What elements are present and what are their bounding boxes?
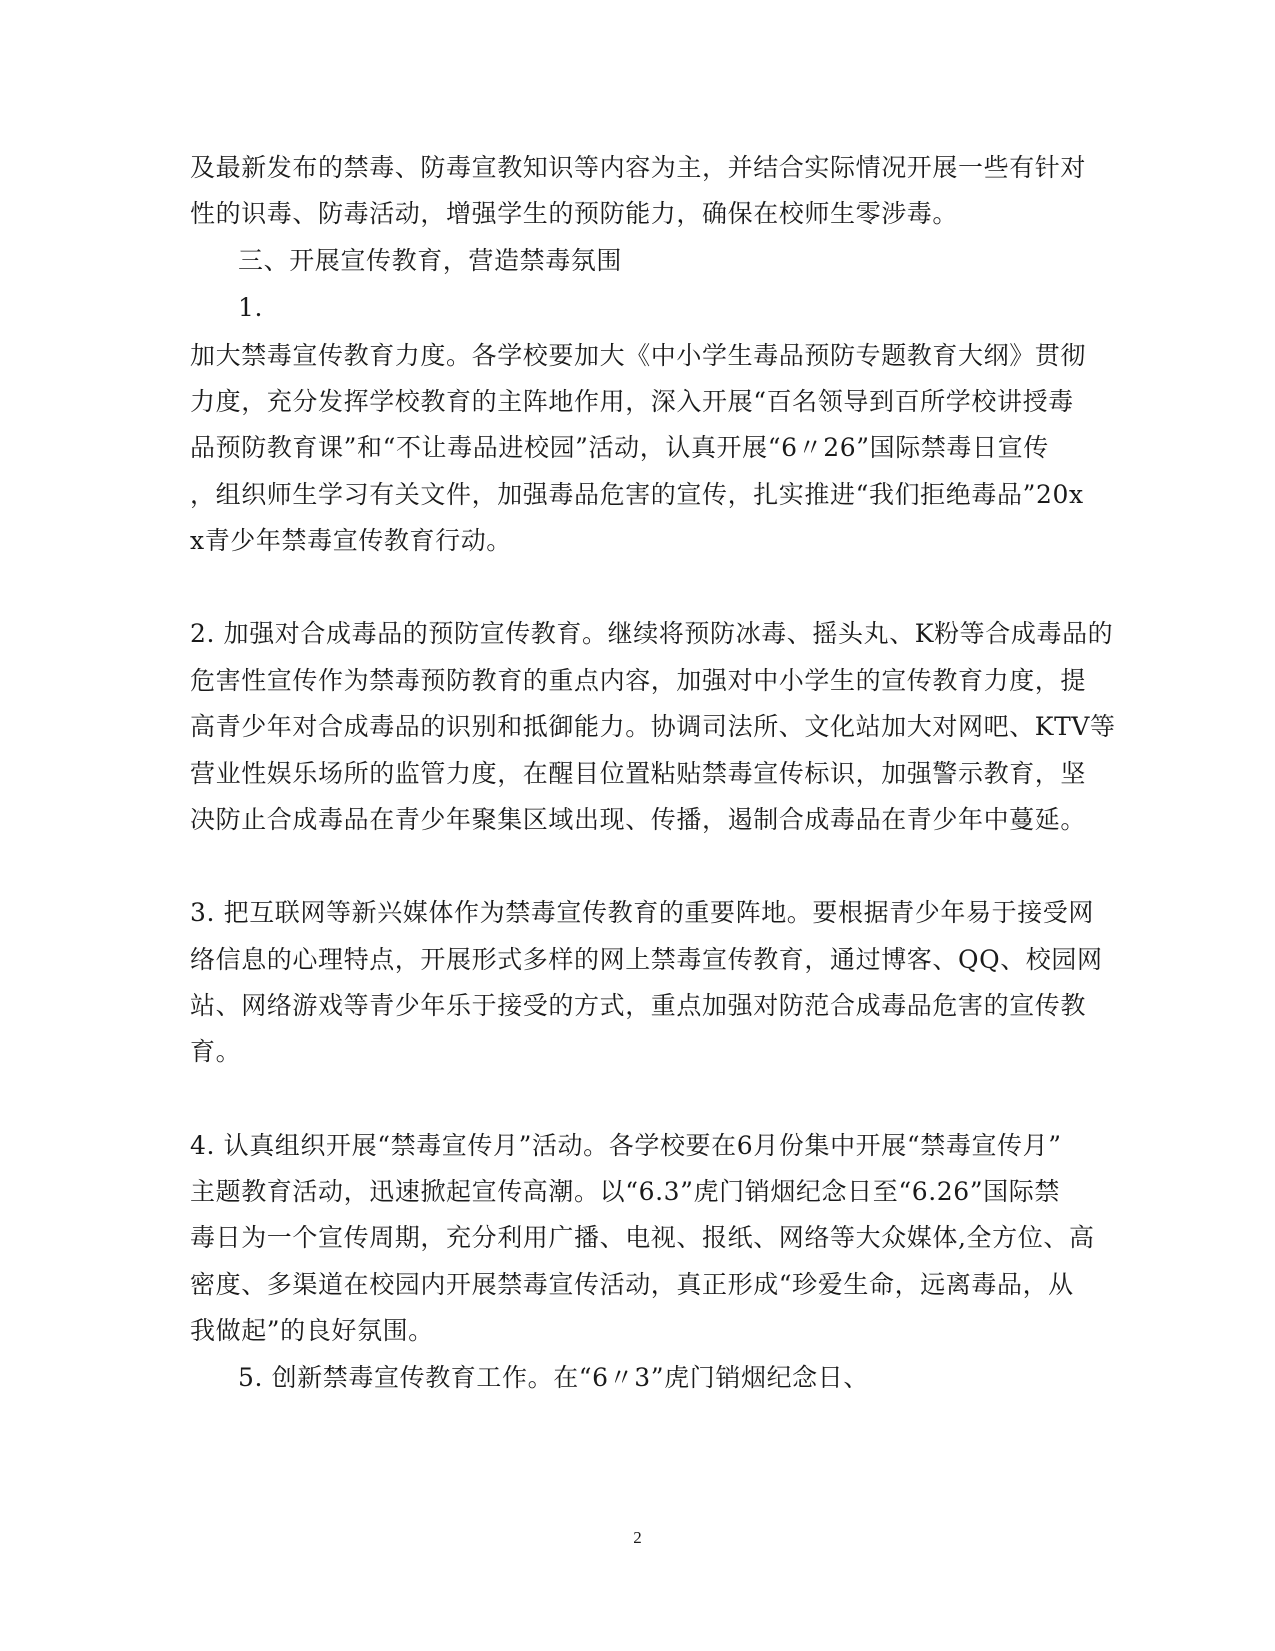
text-line: 2. 加强对合成毒品的预防宣传教育。继续将预防冰毒、摇头丸、K粉等合成毒品的 (190, 619, 1114, 648)
text-line: x青少年禁毒宣传教育行动。 (190, 526, 512, 555)
text-line: 决防止合成毒品在青少年聚集区域出现、传播，遏制合成毒品在青少年中蔓延。 (190, 805, 1087, 834)
text-line: 及最新发布的禁毒、防毒宣教知识等内容为主，并结合实际情况开展一些有针对 (190, 153, 1087, 182)
text-line: 站、网络游戏等青少年乐于接受的方式，重点加强对防范合成毒品危害的宣传教 (190, 991, 1087, 1020)
text-line: 力度，充分发挥学校教育的主阵地作用，深入开展“百名领导到百所学校讲授毒 (190, 387, 1074, 416)
text-line: 危害性宣传作为禁毒预防教育的重点内容，加强对中小学生的宣传教育力度，提 (190, 666, 1087, 695)
text-line: 毒日为一个宣传周期，充分利用广播、电视、报纸、网络等大众媒体,全方位、高 (190, 1223, 1095, 1252)
section-heading: 三、开展宣传教育，营造禁毒氛围 (238, 246, 623, 275)
text-line: 主题教育活动，迅速掀起宣传高潮。以“6.3”虎门销烟纪念日至“6.26”国际禁 (190, 1177, 1060, 1206)
text-line: 加大禁毒宣传教育力度。各学校要加大《中小学生毒品预防专题教育大纲》贯彻 (190, 341, 1087, 370)
text-line: 5. 创新禁毒宣传教育工作。在“6〃3”虎门销烟纪念日、 (238, 1363, 869, 1392)
text-line: 3. 把互联网等新兴媒体作为禁毒宣传教育的重要阵地。要根据青少年易于接受网 (190, 898, 1095, 927)
text-line: 络信息的心理特点，开展形式多样的网上禁毒宣传教育，通过博客、QQ、校园网 (190, 945, 1103, 974)
text-line: 育。 (190, 1037, 242, 1066)
text-line: 高青少年对合成毒品的识别和抵御能力。协调司法所、文化站加大对网吧、KTV等 (190, 712, 1116, 741)
text-line: ，组织师生学习有关文件，加强毒品危害的宣传，扎实推进“我们拒绝毒品”20x (190, 480, 1084, 509)
text-line: 营业性娱乐场所的监管力度，在醒目位置粘贴禁毒宣传标识，加强警示教育，坚 (190, 759, 1087, 788)
page-number: 2 (633, 1528, 642, 1547)
text-line: 品预防教育课”和“不让毒品进校园”活动，认真开展“6〃26”国际禁毒日宣传 (190, 433, 1049, 462)
list-number: 1. (238, 293, 264, 322)
text-line: 4. 认真组织开展“禁毒宣传月”活动。各学校要在6月份集中开展“禁毒宣传月” (190, 1131, 1062, 1160)
text-line: 我做起”的良好氛围。 (190, 1316, 434, 1345)
text-line: 密度、多渠道在校园内开展禁毒宣传活动，真正形成“珍爱生命，远离毒品，从 (190, 1270, 1074, 1299)
text-line: 性的识毒、防毒活动，增强学生的预防能力，确保在校师生零涉毒。 (190, 199, 959, 228)
